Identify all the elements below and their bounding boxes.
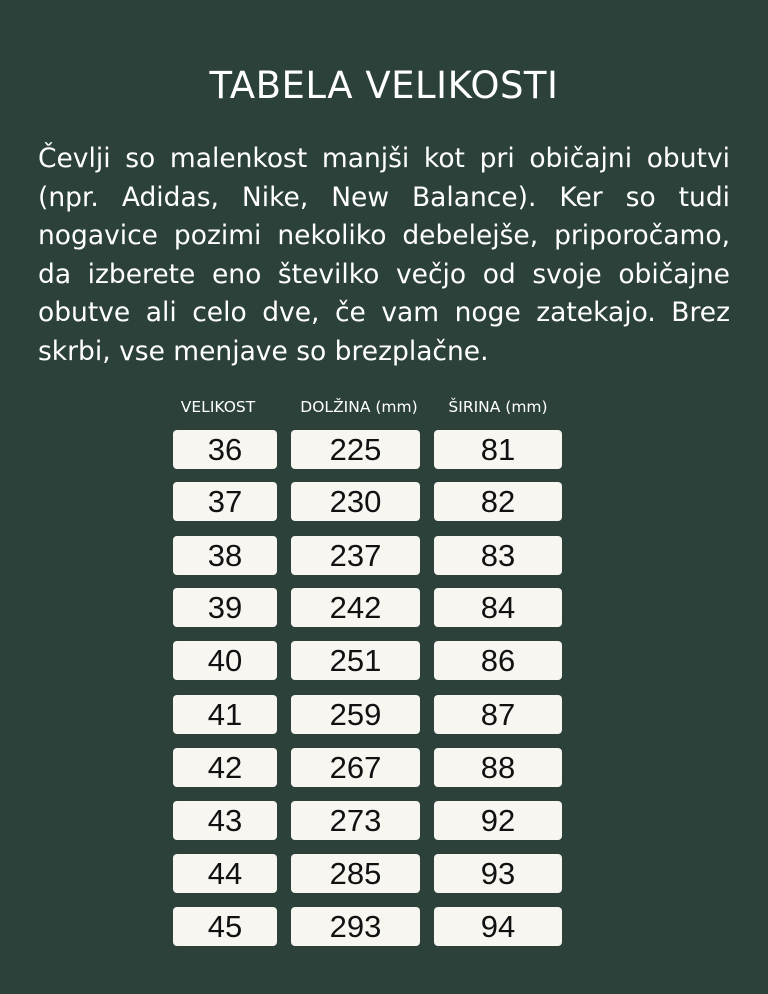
length-cell: 237 [291,536,420,575]
table-row [0,748,768,788]
size-cell: 41 [173,695,277,734]
size-cell: 45 [173,907,277,946]
length-cell: 267 [291,748,420,787]
width-cell: 87 [434,695,562,734]
length-cell: 242 [291,588,420,627]
table-row [0,430,768,470]
size-cell: 43 [173,801,277,840]
width-cell: 82 [434,482,562,521]
width-cell: 84 [434,588,562,627]
width-cell: 94 [434,907,562,946]
width-cell: 88 [434,748,562,787]
table-row [0,641,768,681]
size-cell: 42 [173,748,277,787]
header-length: DOLŽINA (mm) [300,398,418,416]
size-cell: 40 [173,641,277,680]
size-cell: 44 [173,854,277,893]
width-cell: 93 [434,854,562,893]
header-width: ŠIRINA (mm) [448,398,548,416]
table-row [0,695,768,735]
width-cell: 81 [434,430,562,469]
length-cell: 230 [291,482,420,521]
length-cell: 251 [291,641,420,680]
length-cell: 259 [291,695,420,734]
width-cell: 92 [434,801,562,840]
page-title: TABELA VELIKOSTI [209,64,559,107]
size-cell: 36 [173,430,277,469]
table-row [0,482,768,522]
description-text: Čevlji so malenkost manjši kot pri običajni obutvi (npr. Adidas, Nike, New Balance). Ker so tudi nogavice pozimi nekoliko debelejše, priporočamo, da izberete eno številko večjo od svoje običajne obutve ali celo dve, če vam noge zatekajo. Brez skrbi, vse menjave so brezplačne. [38,143,730,367]
table-row [0,588,768,628]
table-row [0,907,768,947]
length-cell: 285 [291,854,420,893]
table-row [0,801,768,841]
length-cell: 225 [291,430,420,469]
size-cell: 38 [173,536,277,575]
table-row [0,536,768,576]
table-header [0,398,768,422]
length-cell: 273 [291,801,420,840]
width-cell: 83 [434,536,562,575]
size-cell: 37 [173,482,277,521]
length-cell: 293 [291,907,420,946]
table-row [0,854,768,894]
size-cell: 39 [173,588,277,627]
header-size: VELIKOST [180,398,256,416]
width-cell: 86 [434,641,562,680]
